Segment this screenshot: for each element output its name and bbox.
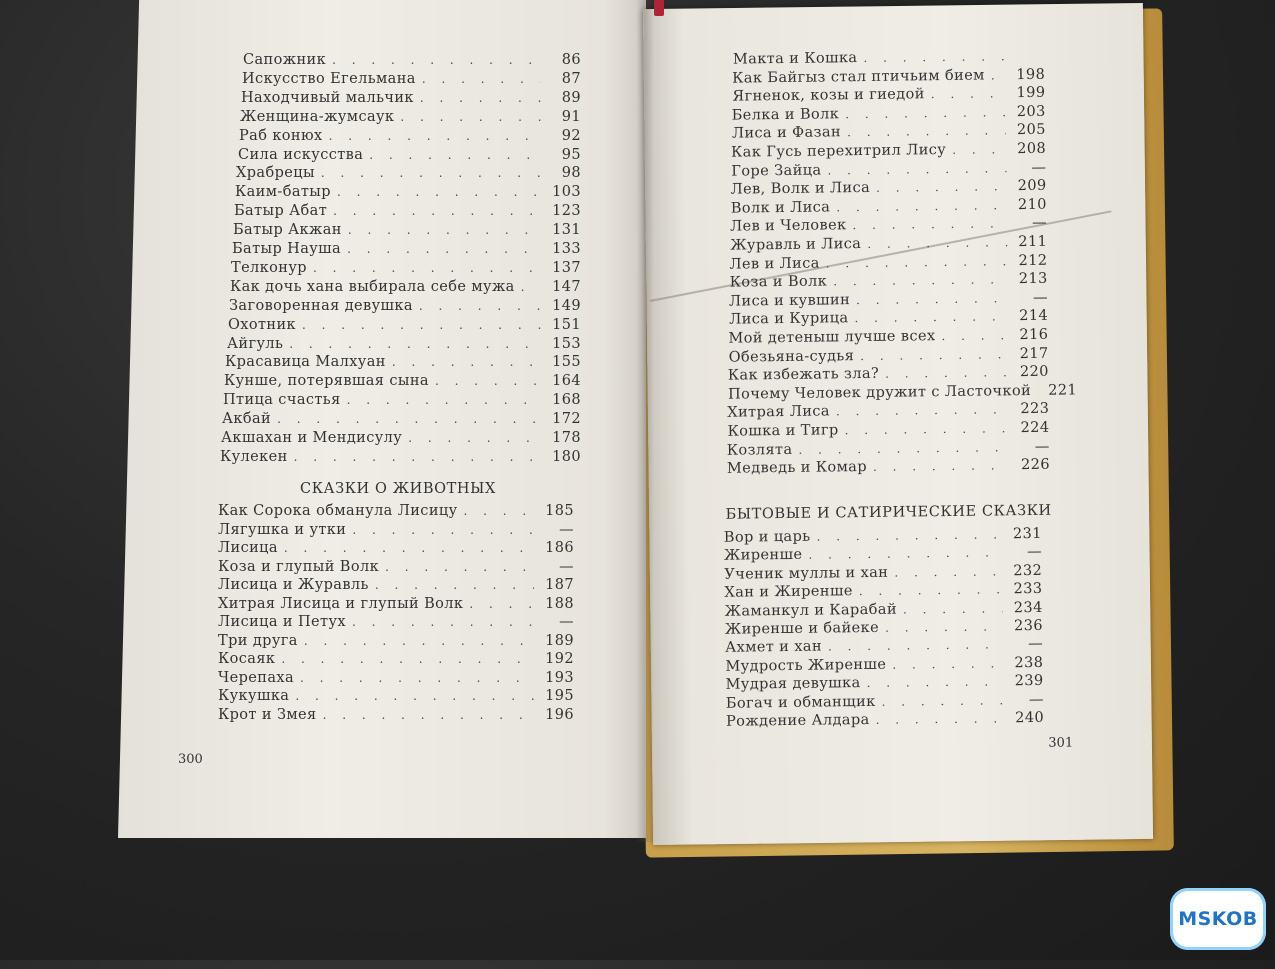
toc-entry-page: — bbox=[1012, 159, 1046, 175]
toc-leader-dots bbox=[894, 564, 1002, 579]
toc-entry-title: Кулекен bbox=[220, 449, 288, 465]
toc-entry-page: 92 bbox=[547, 128, 581, 144]
toc-entry-title: Храбрецы bbox=[236, 165, 315, 181]
toc-entry-page: 137 bbox=[547, 260, 581, 276]
toc-entry-page: 89 bbox=[547, 90, 581, 106]
toc-entry bbox=[730, 271, 1048, 291]
toc-entry-title: Лев, Волк и Лиса bbox=[730, 180, 870, 198]
toc-entry-title: Как Байгыз стал птичьим бием bbox=[732, 67, 985, 86]
toc-entry-title: Лисица и Журавль bbox=[218, 577, 369, 593]
toc-entry-page: 172 bbox=[547, 411, 581, 427]
toc-entry-page: 155 bbox=[547, 354, 581, 370]
toc-entry-page: 185 bbox=[540, 503, 574, 519]
toc-entry-page: 164 bbox=[547, 373, 581, 389]
toc-entry bbox=[730, 178, 1046, 198]
toc-entry-page: 217 bbox=[1015, 345, 1049, 361]
toc-entry-page: 220 bbox=[1015, 364, 1049, 380]
toc-entry-page: 98 bbox=[547, 165, 581, 181]
toc-entry-title: Айгуль bbox=[227, 336, 283, 352]
toc-entry-page: 214 bbox=[1014, 308, 1048, 324]
toc-entry-title: Мудрая девушка bbox=[726, 675, 861, 693]
toc-entry-page: 103 bbox=[547, 184, 581, 200]
toc-entry-title: Лев и Лиса bbox=[729, 255, 819, 272]
toc-entry-title: Три друга bbox=[218, 633, 298, 649]
toc-entry-page: 216 bbox=[1014, 327, 1048, 343]
toc-entry bbox=[726, 673, 1044, 693]
toc-entry-page: 199 bbox=[1011, 85, 1045, 101]
toc-leader-dots bbox=[876, 711, 1005, 727]
toc-entry-page: 133 bbox=[547, 241, 581, 257]
toc-entry-title: Сила искусства bbox=[238, 147, 363, 163]
toc-entry-page: 95 bbox=[547, 147, 581, 163]
toc-leader-dots bbox=[828, 638, 1003, 654]
toc-entry-page: 180 bbox=[547, 449, 581, 465]
toc-entry-title: Жиренше bbox=[724, 547, 803, 564]
toc-entry-page: 211 bbox=[1013, 234, 1047, 250]
toc-entry bbox=[731, 141, 1046, 161]
toc-leader-dots bbox=[827, 161, 1006, 177]
toc-entry bbox=[724, 581, 1042, 601]
toc-entry-title: Козлята bbox=[727, 441, 793, 458]
toc-entry-page: 231 bbox=[1008, 526, 1042, 542]
toc-entry-title: Телконур bbox=[231, 260, 307, 276]
toc-entry-title: Ахмет и хан bbox=[725, 639, 822, 656]
toc-entry-title: Лиса и Курица bbox=[729, 311, 848, 328]
toc-leader-dots bbox=[903, 601, 1003, 616]
toc-leader-dots bbox=[844, 421, 1009, 437]
toc-entry bbox=[726, 710, 1044, 730]
toc-entry-title: Лисица и Петух bbox=[218, 614, 346, 630]
toc-entry-title: Как Гусь перехитрил Лису bbox=[731, 142, 946, 161]
toc-leader-dots bbox=[892, 656, 1003, 671]
toc-entry-title: Лиса и кувшин bbox=[729, 292, 850, 309]
toc-entry-page: — bbox=[540, 614, 574, 630]
toc-entry-title: Белка и Волк bbox=[732, 106, 840, 123]
watermark-text: MSKOB bbox=[1178, 908, 1258, 930]
toc-entry-title: Батыр Абат bbox=[234, 203, 327, 219]
toc-entry-page: — bbox=[1010, 691, 1044, 707]
toc-entry bbox=[732, 122, 1046, 142]
toc-entry-page: 205 bbox=[1012, 122, 1046, 138]
toc-entry-title: Жиренше и байеке bbox=[725, 620, 879, 638]
section-heading-satirical: БЫТОВЫЕ И САТИРИЧЕСКИЕ СКАЗКИ bbox=[725, 503, 1051, 523]
toc-leader-dots bbox=[991, 68, 1006, 82]
toc-entry-page: 221 bbox=[1043, 382, 1077, 398]
toc-entry-title: Лиса и Фазан bbox=[732, 125, 841, 142]
toc-entry-title: Лягушка и утки bbox=[218, 522, 346, 538]
toc-leader-dots bbox=[798, 440, 1009, 457]
toc-entry-page: — bbox=[540, 522, 574, 538]
toc-entry bbox=[730, 234, 1047, 254]
toc-entry-page: 209 bbox=[1012, 178, 1046, 194]
toc-entry-page: 187 bbox=[540, 577, 574, 593]
toc-leader-dots bbox=[941, 328, 1008, 343]
toc-entry-title: Ягненок, козы и гиедой bbox=[732, 86, 925, 104]
toc-leader-dots bbox=[885, 619, 1003, 634]
toc-entry-page: 234 bbox=[1009, 599, 1043, 615]
toc-entry-title: Почему Человек дружит с Ласточкой bbox=[728, 383, 1031, 403]
toc-entry bbox=[733, 48, 1045, 68]
toc-entry-page: — bbox=[540, 559, 574, 575]
toc-leader-dots bbox=[859, 583, 1003, 599]
toc-entry-page: 195 bbox=[540, 688, 574, 704]
toc-entry-title: Как Сорока обманула Лисицу bbox=[218, 503, 458, 519]
toc-entry-page: 189 bbox=[540, 633, 574, 649]
toc-entry bbox=[725, 655, 1043, 675]
toc-entry-title: Заговоренная девушка bbox=[229, 298, 413, 314]
toc-entry-title: Макта и Кошка bbox=[733, 50, 858, 68]
toc-entry-page: 91 bbox=[547, 109, 581, 125]
toc-entry bbox=[727, 457, 1050, 477]
toc-leader-dots bbox=[931, 86, 1006, 101]
toc-entry-page: 147 bbox=[547, 279, 581, 295]
toc-entry-page: 196 bbox=[540, 707, 574, 723]
toc-entry-page: 131 bbox=[547, 222, 581, 238]
toc-entry-title: Косаяк bbox=[218, 651, 275, 667]
toc-entry-page: — bbox=[1009, 636, 1043, 652]
toc-entry-page: 212 bbox=[1013, 252, 1047, 268]
toc-entry-page: — bbox=[1016, 438, 1050, 454]
toc-entry-title: Каим-батыр bbox=[235, 184, 331, 200]
toc-entry-title: Мой детеныш лучше всех bbox=[728, 328, 935, 347]
toc-entry bbox=[732, 104, 1046, 124]
toc-entry bbox=[725, 636, 1043, 656]
toc-entry bbox=[732, 66, 1045, 86]
toc-entry-title: Горе Зайца bbox=[731, 162, 821, 179]
toc-entry-title: Хан и Жиренше bbox=[724, 583, 852, 601]
toc-leader-dots bbox=[816, 527, 1001, 543]
toc-entry-title: Кунше, потерявшая сына bbox=[224, 373, 429, 389]
toc-entry-page: 208 bbox=[1012, 141, 1046, 157]
toc-leader-dots bbox=[860, 347, 1009, 363]
toc-leader-dots bbox=[863, 49, 1005, 65]
toc-entry bbox=[730, 215, 1047, 235]
toc-entry-title: Хитрая Лисица и глупый Волк bbox=[218, 596, 463, 612]
toc-leader-dots bbox=[876, 179, 1007, 195]
toc-entry-page: 210 bbox=[1013, 197, 1047, 213]
toc-leader-dots bbox=[867, 675, 1004, 691]
toc-leader-dots bbox=[847, 124, 1006, 140]
toc-leader-dots bbox=[882, 693, 1004, 708]
toc-entry-title: Как избежать зла? bbox=[728, 366, 879, 384]
toc-entry-title: Коза и Волк bbox=[730, 274, 828, 291]
toc-entry-title: Мудрость Жиренше bbox=[725, 657, 886, 675]
toc-leader-dots bbox=[885, 365, 1009, 381]
toc-leader-dots bbox=[856, 291, 1008, 307]
toc-entry-title: Вор и царь bbox=[724, 529, 811, 546]
toc-entry-title: Женщина-жумсаук bbox=[240, 109, 394, 125]
toc-entry bbox=[724, 544, 1042, 564]
toc-entry-title: Богач и обманщик bbox=[726, 693, 876, 711]
toc-entry-page: 186 bbox=[540, 540, 574, 556]
toc-entry-title: Сапожник bbox=[243, 52, 326, 68]
toc-entry-page: 188 bbox=[540, 596, 574, 612]
toc-entry-title: Батыр Акжан bbox=[233, 222, 342, 238]
toc-leader-dots bbox=[808, 546, 1002, 562]
toc-entry-page: 213 bbox=[1014, 271, 1048, 287]
toc-entry-title: Хитрая Лиса bbox=[727, 404, 830, 421]
toc-entry bbox=[729, 290, 1048, 310]
toc-entry-title: Журавль и Лиса bbox=[730, 236, 861, 254]
toc-entry bbox=[728, 364, 1049, 384]
toc-entry-page: 193 bbox=[540, 670, 574, 686]
toc-entry bbox=[729, 252, 1047, 272]
toc-entry-page: 86 bbox=[547, 52, 581, 68]
toc-entry bbox=[728, 383, 1049, 403]
toc-entry-title: Рождение Алдара bbox=[726, 712, 870, 730]
toc-entry-title: Батыр Науша bbox=[232, 241, 341, 257]
toc-entry-page: 224 bbox=[1015, 420, 1049, 436]
toc-entry-page: 153 bbox=[547, 336, 581, 352]
toc-entry bbox=[725, 599, 1043, 619]
toc-entry bbox=[727, 401, 1049, 421]
toc-entry-page: 168 bbox=[547, 392, 581, 408]
toc-entry-page: 240 bbox=[1010, 710, 1044, 726]
toc-entry-title: Лев и Человек bbox=[730, 218, 847, 235]
toc-entry-page: — bbox=[1014, 290, 1048, 306]
toc-entry-title: Медведь и Комар bbox=[727, 459, 867, 477]
toc-entry-page: 223 bbox=[1015, 401, 1049, 417]
toc-entry-title: Крот и Змея bbox=[218, 707, 317, 723]
toc-entry-page: 236 bbox=[1009, 618, 1043, 634]
toc-entry-page: — bbox=[1008, 544, 1042, 560]
toc-entry-page: 123 bbox=[547, 203, 581, 219]
toc-entry-title: Находчивый мальчик bbox=[241, 90, 414, 106]
toc-leader-dots bbox=[867, 235, 1007, 251]
toc-entry bbox=[724, 526, 1042, 546]
toc-entry-page: 192 bbox=[540, 651, 574, 667]
toc-entry-page: 151 bbox=[547, 317, 581, 333]
toc-entry-title: Жаманкул и Карабай bbox=[725, 601, 897, 619]
toc-entry bbox=[727, 420, 1049, 440]
toc-entry-page: 178 bbox=[547, 430, 581, 446]
toc-entry-page: 233 bbox=[1008, 581, 1042, 597]
toc-entry-page: 239 bbox=[1010, 673, 1044, 689]
toc-entry-title: Кукушка bbox=[218, 688, 289, 704]
toc-leader-dots bbox=[826, 254, 1008, 270]
toc-leader-dots bbox=[854, 310, 1008, 326]
toc-entry bbox=[731, 159, 1046, 179]
toc-entry bbox=[724, 563, 1042, 583]
toc-entry-title: Охотник bbox=[228, 317, 296, 333]
toc-entry-page: 87 bbox=[547, 71, 581, 87]
toc-leader-dots bbox=[852, 217, 1007, 233]
toc-leader-dots bbox=[952, 142, 1006, 157]
toc-entry bbox=[725, 618, 1043, 638]
page-number-right: 301 bbox=[1048, 735, 1073, 750]
toc-entry-title: Искусство Егельмана bbox=[242, 71, 416, 87]
toc-entry-title: Раб конюх bbox=[239, 128, 323, 144]
toc-entry-title: Кошка и Тигр bbox=[727, 422, 838, 439]
toc-entry-title: Черепаха bbox=[218, 670, 294, 686]
toc-entry-page: 232 bbox=[1008, 563, 1042, 579]
toc-entry-title: Ученик муллы и хан bbox=[724, 565, 888, 583]
toc-leader-dots bbox=[873, 458, 1010, 474]
toc-entry-title: Как дочь хана выбирала себе мужа bbox=[230, 279, 515, 295]
toc-entry bbox=[727, 438, 1050, 458]
section-heading-animals: СКАЗКИ О ЖИВОТНЫХ bbox=[300, 481, 496, 497]
toc-entry bbox=[728, 327, 1048, 347]
toc-leader-dots bbox=[836, 403, 1010, 419]
toc-entry bbox=[731, 197, 1047, 217]
toc-entry-page: 198 bbox=[1011, 66, 1045, 82]
toc-entry bbox=[729, 308, 1048, 328]
page-number-left: 300 bbox=[178, 752, 203, 767]
watermark-logo bbox=[1170, 888, 1266, 950]
toc-entry bbox=[729, 345, 1049, 365]
toc-leader-dots bbox=[836, 198, 1007, 214]
toc-entry-title: Акбай bbox=[222, 411, 271, 427]
toc-entry-title: Акшахан и Мендисулу bbox=[221, 430, 402, 446]
toc-entry-title: Волк и Лиса bbox=[731, 199, 831, 216]
toc-entry-page: 226 bbox=[1016, 457, 1050, 473]
toc-entry bbox=[732, 85, 1045, 105]
toc-entry-title: Красавица Малхуан bbox=[225, 354, 386, 370]
toc-leader-dots bbox=[845, 105, 1006, 121]
toc-entry-page: 149 bbox=[547, 298, 581, 314]
toc-entry-title: Обезьяна-судья bbox=[729, 348, 855, 366]
toc-entry-title: Лисица bbox=[218, 540, 278, 556]
toc-leader-dots bbox=[833, 272, 1008, 288]
toc-entry-title: Птица счастья bbox=[223, 392, 341, 408]
toc-entry-page: — bbox=[1013, 215, 1047, 231]
toc-entry-page: 238 bbox=[1009, 655, 1043, 671]
toc-entry bbox=[726, 691, 1044, 711]
toc-entry-title: Коза и глупый Волк bbox=[218, 559, 379, 575]
toc-entry-page: 203 bbox=[1012, 104, 1046, 120]
